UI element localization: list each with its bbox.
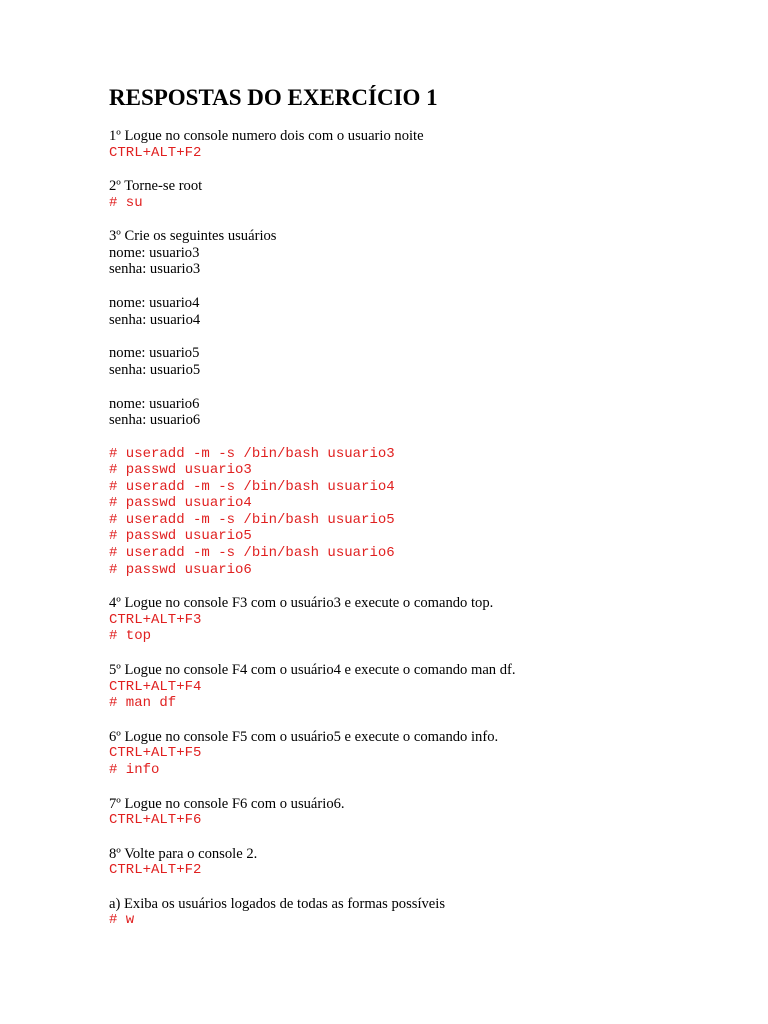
command-line: CTRL+ALT+F3 bbox=[109, 612, 202, 628]
command-line: # man df bbox=[109, 695, 177, 711]
command-line: CTRL+ALT+F6 bbox=[109, 812, 202, 828]
question-5: 5º Logue no console F4 com o usuário4 e execute o comando man df. bbox=[109, 662, 516, 678]
command-line: # useradd -m -s /bin/bash usuario5 bbox=[109, 512, 395, 528]
question-8: 8º Volte para o console 2. bbox=[109, 846, 258, 862]
question-6: 6º Logue no console F5 com o usuário5 e execute o comando info. bbox=[109, 729, 499, 745]
command-line: # useradd -m -s /bin/bash usuario4 bbox=[109, 479, 395, 495]
command-line: # w bbox=[109, 912, 135, 928]
user-password-line: senha: usuario6 bbox=[109, 412, 201, 428]
question-4: 4º Logue no console F3 com o usuário3 e execute o comando top. bbox=[109, 595, 494, 611]
user-name-line: nome: usuario3 bbox=[109, 245, 200, 261]
user-name-line: nome: usuario4 bbox=[109, 295, 200, 311]
command-line: # passwd usuario3 bbox=[109, 462, 252, 478]
command-line: # top bbox=[109, 628, 152, 644]
question-3: 3º Crie os seguintes usuários bbox=[109, 228, 277, 244]
command-line: # su bbox=[109, 195, 143, 211]
command-line: # useradd -m -s /bin/bash usuario3 bbox=[109, 446, 395, 462]
user-name-line: nome: usuario6 bbox=[109, 396, 200, 412]
document-title: RESPOSTAS DO EXERCÍCIO 1 bbox=[109, 85, 438, 110]
command-line: # passwd usuario5 bbox=[109, 528, 252, 544]
command-line: # passwd usuario4 bbox=[109, 495, 252, 511]
user-password-line: senha: usuario3 bbox=[109, 261, 201, 277]
question-1: 1º Logue no console numero dois com o usuario noite bbox=[109, 128, 424, 144]
command-line: # passwd usuario6 bbox=[109, 562, 252, 578]
command-line: # useradd -m -s /bin/bash usuario6 bbox=[109, 545, 395, 561]
user-password-line: senha: usuario5 bbox=[109, 362, 201, 378]
question-2: 2º Torne-se root bbox=[109, 178, 203, 194]
command-line: CTRL+ALT+F2 bbox=[109, 862, 202, 878]
command-line: # info bbox=[109, 762, 160, 778]
command-line: CTRL+ALT+F5 bbox=[109, 745, 202, 761]
user-password-line: senha: usuario4 bbox=[109, 312, 201, 328]
command-line: CTRL+ALT+F4 bbox=[109, 679, 202, 695]
question-7: 7º Logue no console F6 com o usuário6. bbox=[109, 796, 345, 812]
command-line: CTRL+ALT+F2 bbox=[109, 145, 202, 161]
question-8a: a) Exiba os usuários logados de todas as formas possíveis bbox=[109, 896, 446, 912]
user-name-line: nome: usuario5 bbox=[109, 345, 200, 361]
